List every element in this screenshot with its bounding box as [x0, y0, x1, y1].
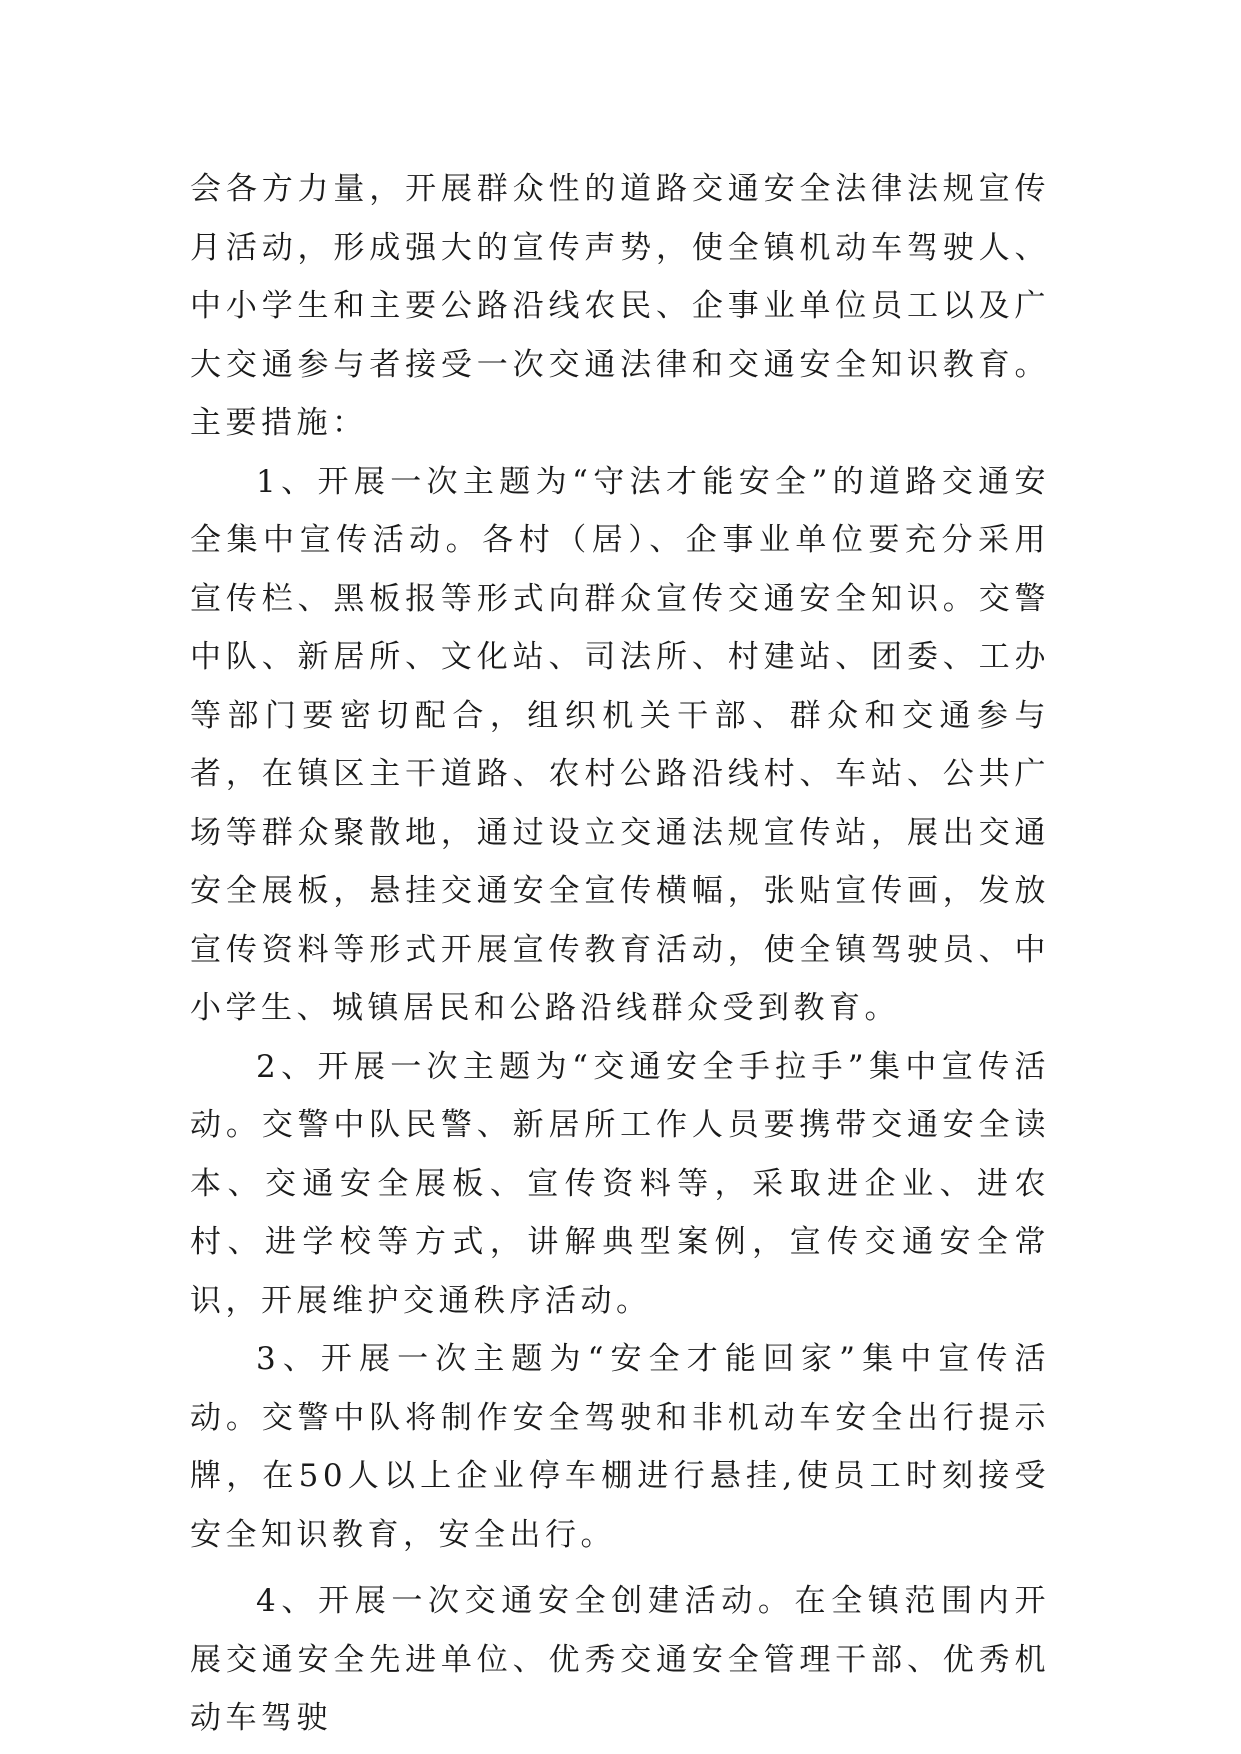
paragraph-item-2: 2、开展一次主题为“交通安全手拉手”集中宣传活动。交警中队民警、新居所工作人员要携带交通安全读本、交通安全展板、宣传资料等，采取进企业、进农村、进学校等方式，讲解典型案例，宣传交通安全常识，开展维护交通秩序活动。	[190, 1048, 1050, 1319]
paragraph-item-3: 3、开展一次主题为“安全才能回家”集中宣传活动。交警中队将制作安全驾驶和非机动车安全出行提示牌，在50人以上企业停车棚进行悬挂,使员工时刻接受安全知识教育，安全出行。	[190, 1341, 1050, 1553]
paragraph-item-4: 4、开展一次交通安全创建活动。在全镇范围内开展交通安全先进单位、优秀交通安全管理干部、优秀机动车驾驶	[190, 1583, 1050, 1736]
document-body	[190, 160, 1050, 1748]
paragraph-item-1: 1、开展一次主题为“守法才能安全”的道路交通安全集中宣传活动。各村（居）、企事业单位要充分采用宣传栏、黑板报等形式向群众宣传交通安全知识。交警中队、新居所、文化站、司法所、村建站、团委、工办等部门要密切配合，组织机关干部、群众和交通参与者，在镇区主干道路、农村公路沿线村、车站、公共广场等群众聚散地，通过设立交通法规宣传站，展出交通安全展板，悬挂交通安全宣传横幅，张贴宣传画，发放宣传资料等形式开展宣传教育活动，使全镇驾驶员、中小学生、城镇居民和公路沿线群众受到教育。	[190, 463, 1050, 1026]
paragraph-continuation: 会各方力量，开展群众性的道路交通安全法律法规宣传月活动，形成强大的宣传声势，使全镇机动车驾驶人、中小学生和主要公路沿线农民、企事业单位员工以及广大交通参与者接受一次交通法律和交通安全知识教育。主要措施：	[190, 171, 1050, 441]
